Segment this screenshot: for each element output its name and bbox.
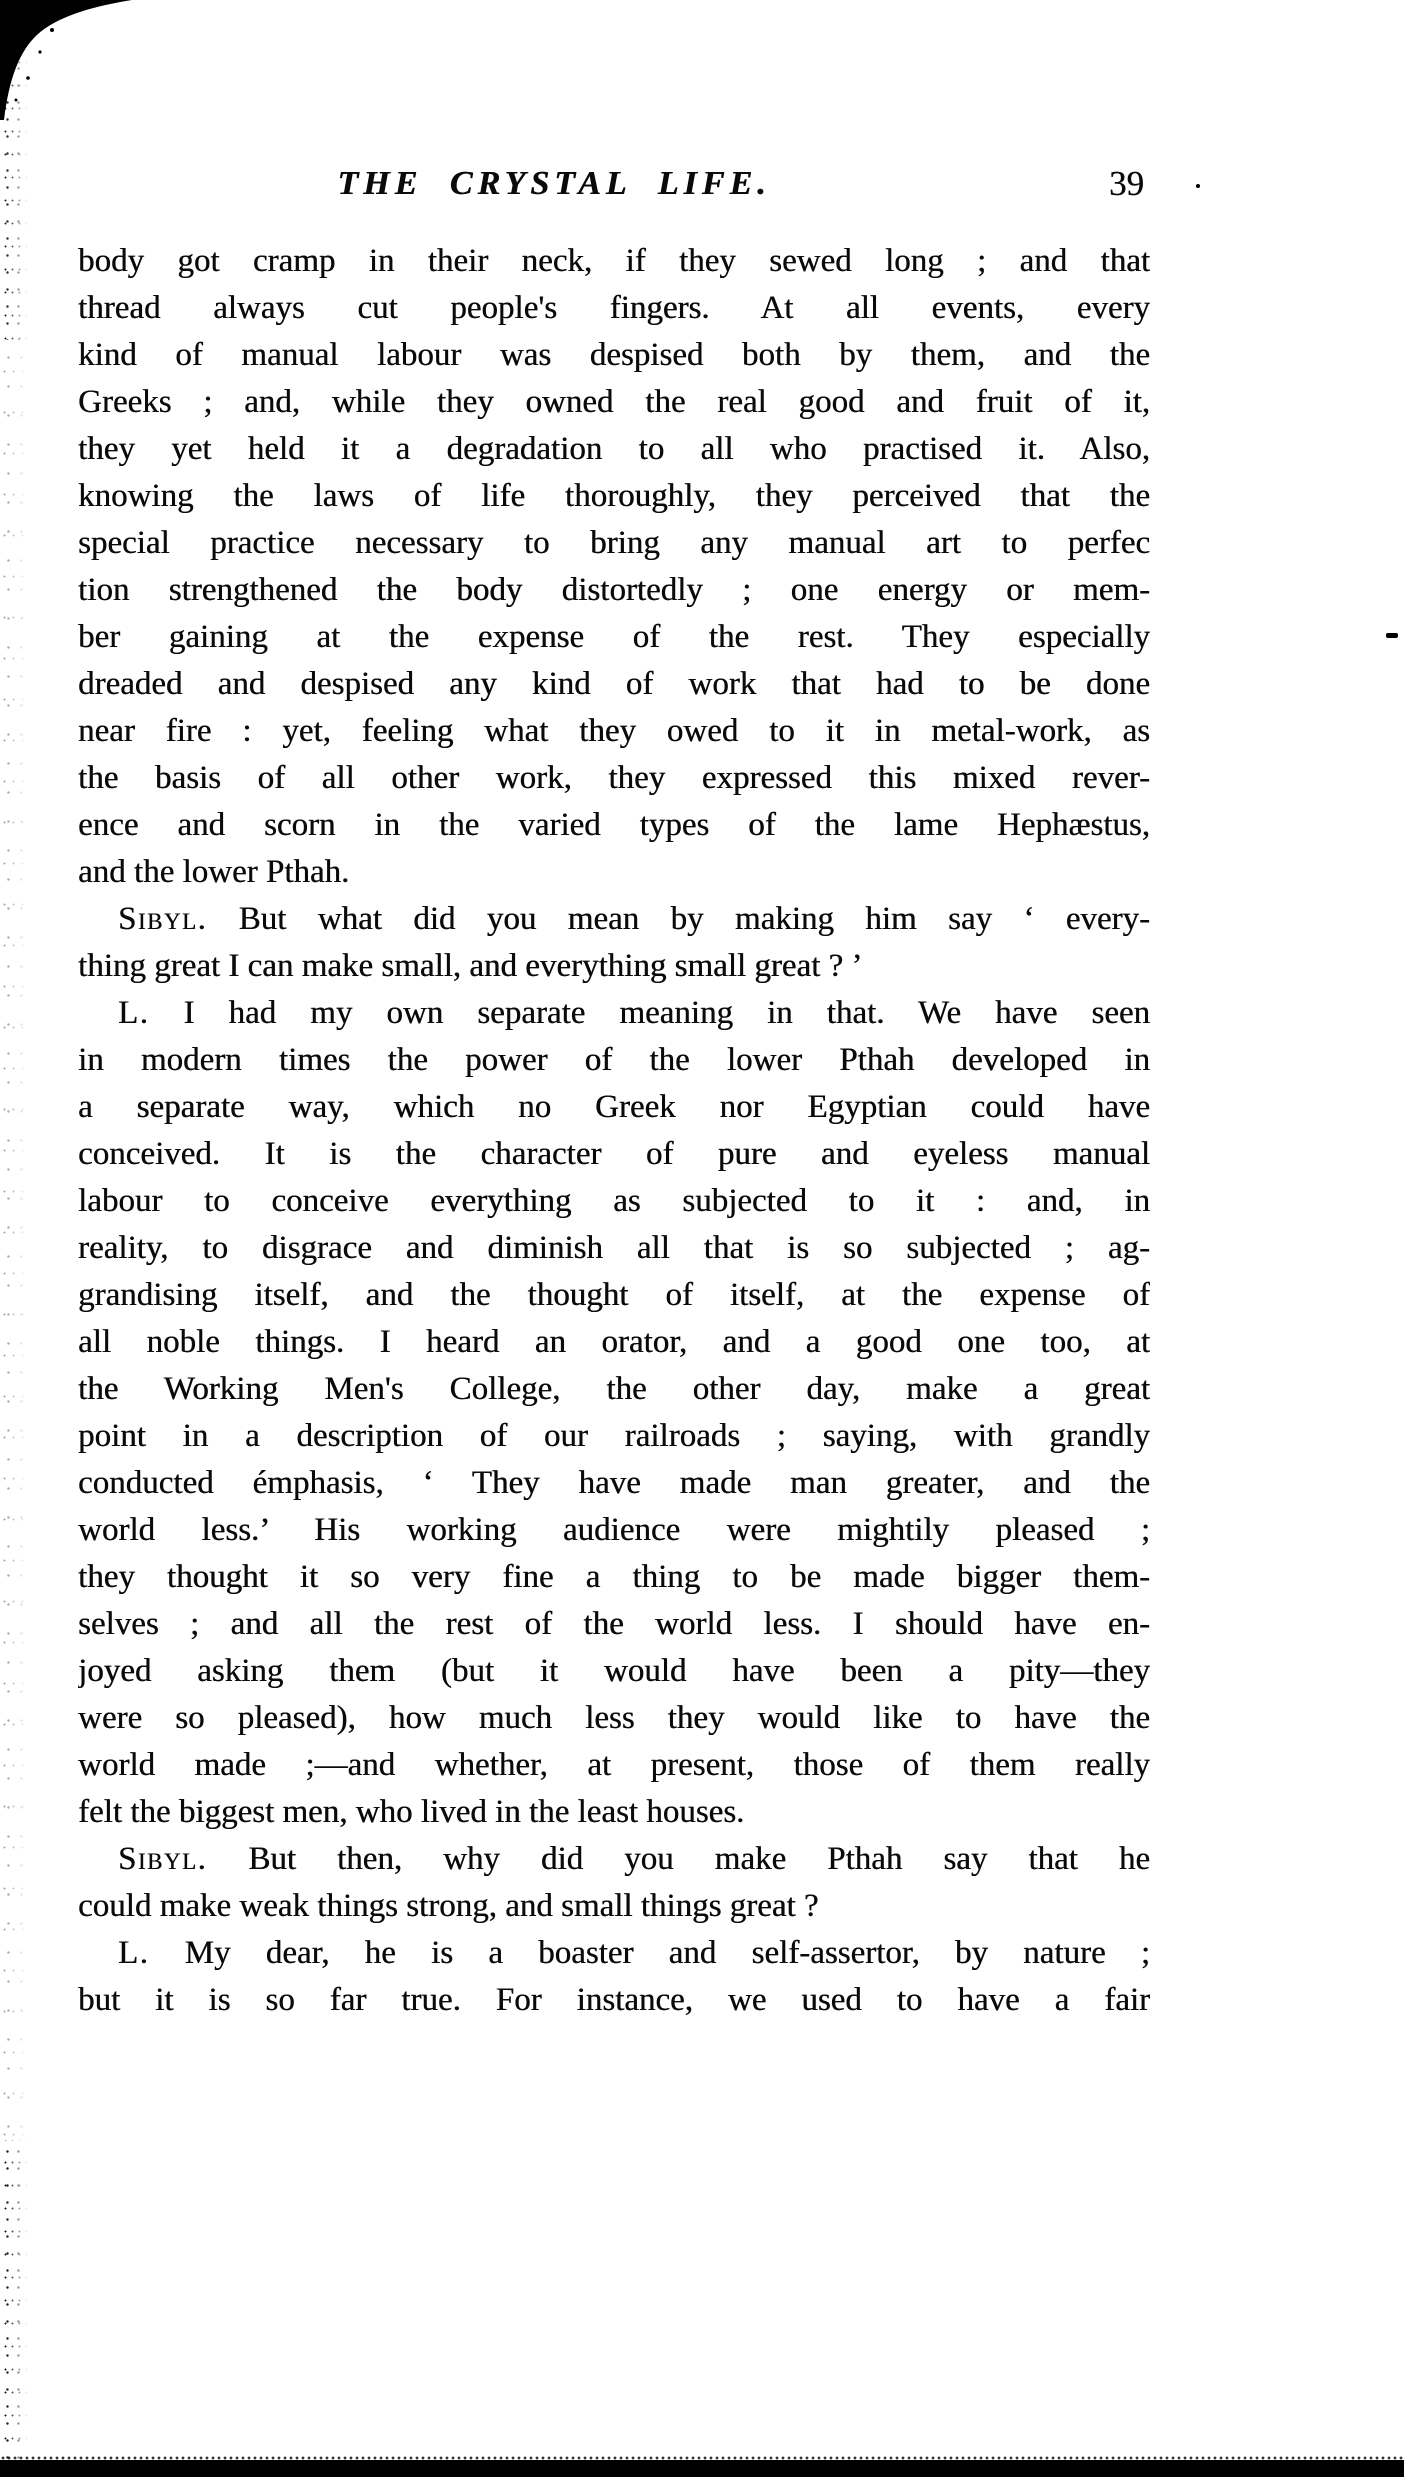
text-line: point in a description of our railroads ; saying, with grandly xyxy=(78,1418,1150,1454)
text-line: in modern times the power of the lower Pthah developed in xyxy=(78,1042,1150,1078)
text-line: dreaded and despised any kind of work that had to be done xyxy=(78,666,1150,702)
text-line: L. I had my own separate meaning in that. We have seen xyxy=(118,995,1150,1031)
speaker-name: L. xyxy=(118,995,150,1031)
text-line: the basis of all other work, they expressed this mixed rever- xyxy=(78,760,1150,796)
text-line: but it is so far true. For instance, we used to have a fair xyxy=(78,1982,1150,2018)
speaker-name: Sibyl. xyxy=(118,901,208,937)
speaker-name: Sibyl. xyxy=(118,1841,208,1877)
text-line: and the lower Pthah. xyxy=(78,854,350,890)
text-line: could make weak things strong, and small things great ? xyxy=(78,1888,819,1924)
text-line: selves ; and all the rest of the world less. I should have en- xyxy=(78,1606,1150,1642)
text-line: world less.’ His working audience were mightily pleased ; xyxy=(78,1512,1150,1548)
text-line: special practice necessary to bring any manual art to perfec xyxy=(78,525,1150,561)
scan-margin-speck xyxy=(1196,184,1200,188)
text-line: reality, to disgrace and diminish all that is so subjected ; ag- xyxy=(78,1230,1150,1266)
text-line: Greeks ; and, while they owned the real good and fruit of it, xyxy=(78,384,1150,420)
scan-left-edge-noise xyxy=(0,340,30,2140)
running-head xyxy=(78,160,1150,208)
text-line: knowing the laws of life thoroughly, they perceived that the xyxy=(78,478,1150,514)
text-line: tion strengthened the body distortedly ; one energy or mem- xyxy=(78,572,1150,608)
text-line: thread always cut people's fingers. At all events, every xyxy=(78,290,1150,326)
text-line: Sibyl. But what did you mean by making him say ‘ every- xyxy=(118,901,1150,937)
scan-left-edge-noise xyxy=(0,40,30,340)
text-line: world made ;—and whether, at present, those of them really xyxy=(78,1747,1150,1783)
text-line: ber gaining at the expense of the rest. They especially xyxy=(78,619,1150,655)
speaker-name: L. xyxy=(118,1935,150,1971)
scan-bottom-edge xyxy=(0,2460,1404,2477)
text-line: thing great I can make small, and everything small great ? ’ xyxy=(78,948,863,984)
text-line: body got cramp in their neck, if they sewed long ; and that xyxy=(78,243,1150,279)
page-number: 39 xyxy=(1109,164,1144,203)
scan-left-edge-noise xyxy=(0,2140,30,2470)
page-body xyxy=(78,238,1150,2024)
text-line: joyed asking them (but it would have been a pity—they xyxy=(78,1653,1150,1689)
text-line: L. My dear, he is a boaster and self-assertor, by nature ; xyxy=(118,1935,1150,1971)
page-title: THE CRYSTAL LIFE. xyxy=(337,165,771,202)
text-line: they thought it so very fine a thing to be made bigger them- xyxy=(78,1559,1150,1595)
text-line: all noble things. I heard an orator, and a good one too, at xyxy=(78,1324,1150,1360)
scan-margin-mark xyxy=(1386,633,1398,638)
text-line: a separate way, which no Greek nor Egyptian could have xyxy=(78,1089,1150,1125)
text-line: were so pleased), how much less they would like to have the xyxy=(78,1700,1150,1736)
text-line: conceived. It is the character of pure and eyeless manual xyxy=(78,1136,1150,1172)
text-line: near fire : yet, feeling what they owed to it in metal-work, as xyxy=(78,713,1150,749)
text-line: they yet held it a degradation to all who practised it. Also, xyxy=(78,431,1150,467)
text-line: labour to conceive everything as subjected to it : and, in xyxy=(78,1183,1150,1219)
text-line: Sibyl. But then, why did you make Pthah say that he xyxy=(118,1841,1150,1877)
text-line: ence and scorn in the varied types of the lame Hephæstus, xyxy=(78,807,1150,843)
text-line: conducted émphasis, ‘ They have made man greater, and the xyxy=(78,1465,1150,1501)
text-line: the Working Men's College, the other day, make a great xyxy=(78,1371,1150,1407)
text-line: felt the biggest men, who lived in the least houses. xyxy=(78,1794,745,1830)
text-line: kind of manual labour was despised both by them, and the xyxy=(78,337,1150,373)
text-line: grandising itself, and the thought of itself, at the expense of xyxy=(78,1277,1150,1313)
